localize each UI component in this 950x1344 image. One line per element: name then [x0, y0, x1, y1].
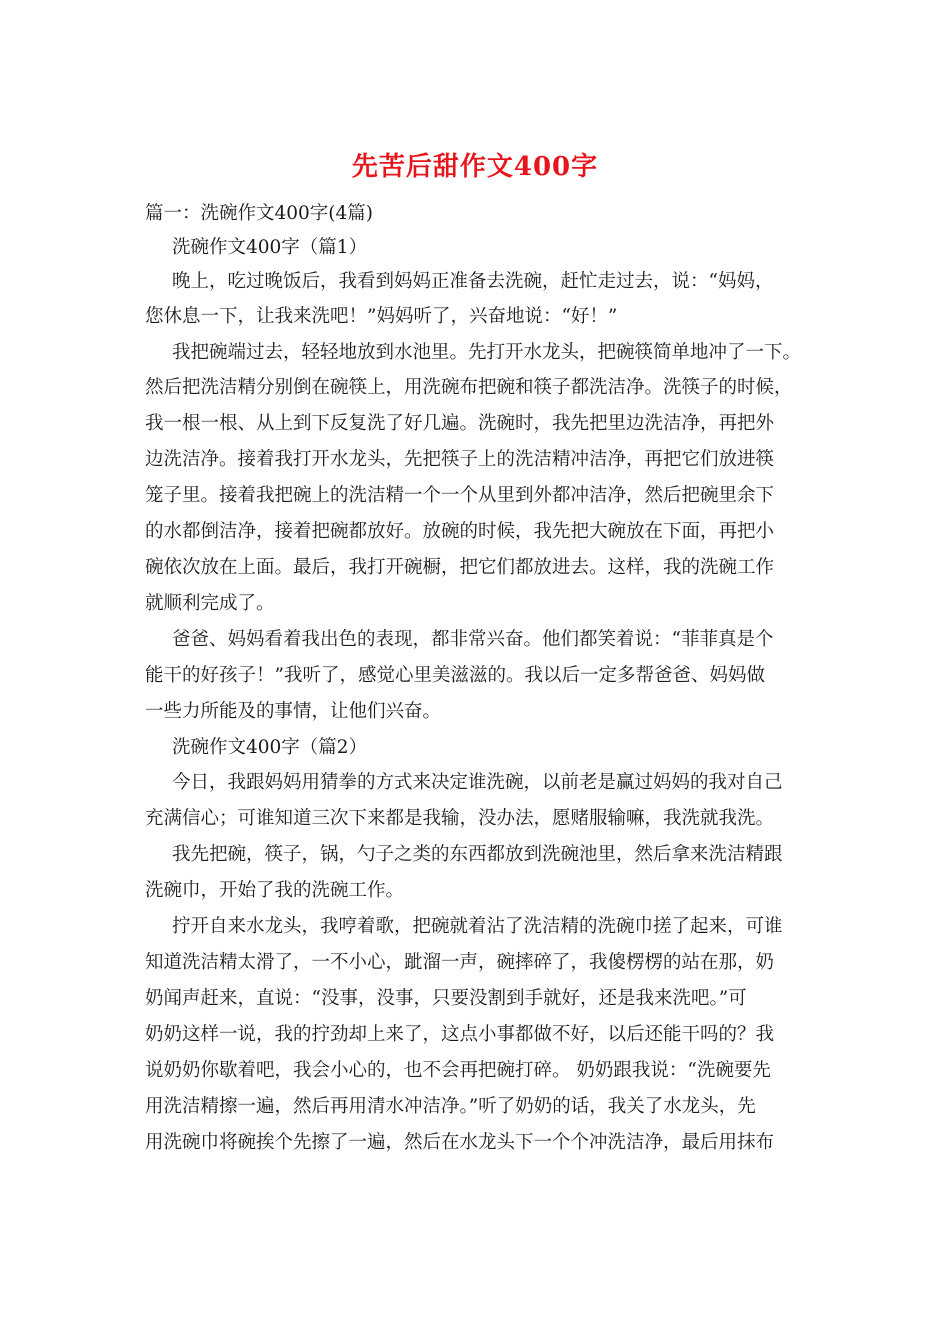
paragraph-line: 奶闻声赶来，直说：“没事，没事，只要没割到手就好，还是我来洗吧。”可	[145, 988, 747, 1009]
paragraph-line: 拧开自来水龙头，我哼着歌，把碗就着沾了洗洁精的洗碗巾搓了起来，可谁	[172, 916, 783, 937]
paragraph-line: 说奶奶你歇着吧，我会小心的，也不会再把碗打碎。 奶奶跟我说：“洗碗要先	[145, 1060, 771, 1081]
paragraph-line: 知道洗洁精太滑了，一不小心，跐溜一声，碗摔碎了，我傻楞楞的站在那，奶	[145, 952, 775, 973]
paragraph-line: 用洗洁精擦一遍，然后再用清水冲洁净。”听了奶奶的话，我关了水龙头，先	[145, 1096, 756, 1117]
paragraph-line: 晚上，吃过晚饭后，我看到妈妈正准备去洗碗，赶忙走过去，说：“妈妈，	[172, 271, 774, 292]
paragraph-line: 边洗洁净。接着我打开水龙头，先把筷子上的洗洁精冲洁净，再把它们放进筷	[145, 449, 775, 470]
document-title: 先苦后甜作文400字	[351, 152, 599, 182]
paragraph-line: 碗依次放在上面。最后，我打开碗橱，把它们都放进去。这样，我的洗碗工作	[145, 557, 775, 578]
paragraph-line: 我一根一根、从上到下反复洗了好几遍。洗碗时，我先把里边洗洁净，再把外	[145, 413, 775, 434]
paragraph-line: 一些力所能及的事情，让他们兴奋。	[145, 701, 442, 722]
essay-subheading: 洗碗作文400字（篇2）	[172, 737, 368, 758]
paragraph-line: 奶奶这样一说，我的拧劲却上来了，这点小事都做不好，以后还能干吗的？我	[145, 1024, 775, 1045]
paragraph-line: 爸爸、妈妈看着我出色的表现，都非常兴奋。他们都笑着说：“菲菲真是个	[172, 629, 774, 650]
paragraph-line: 今日，我跟妈妈用猜拳的方式来决定谁洗碗，以前老是赢过妈妈的我对自己	[172, 772, 783, 793]
paragraph-line: 您休息一下，让我来洗吧！”妈妈听了，兴奋地说：“好！”	[145, 306, 618, 327]
paragraph-line: 我把碗端过去，轻轻地放到水池里。先打开水龙头，把碗筷简单地冲了一下。	[172, 342, 802, 363]
paragraph-line: 洗碗巾，开始了我的洗碗工作。	[145, 880, 405, 901]
paragraph-line: 笼子里。接着我把碗上的洗洁精一个一个从里到外都冲洁净，然后把碗里余下	[145, 485, 775, 506]
paragraph-line: 就顺利完成了。	[145, 593, 275, 614]
paragraph-line: 充满信心；可谁知道三次下来都是我输，没办法，愿赌服输嘛，我洗就我洗。	[145, 808, 775, 829]
section-heading: 篇一：洗碗作文400字(4篇)	[145, 203, 374, 224]
paragraph-line: 然后把洗洁精分别倒在碗筷上，用洗碗布把碗和筷子都洗洁净。洗筷子的时候，	[145, 377, 793, 398]
essay-subheading: 洗碗作文400字（篇1）	[172, 237, 368, 258]
paragraph-line: 的水都倒洁净，接着把碗都放好。放碗的时候，我先把大碗放在下面，再把小	[145, 521, 775, 542]
paragraph-line: 用洗碗巾将碗挨个先擦了一遍，然后在水龙头下一个个冲洗洁净，最后用抹布	[145, 1132, 775, 1153]
paragraph-line: 能干的好孩子！”我听了，感觉心里美滋滋的。我以后一定多帮爸爸、妈妈做	[145, 665, 765, 686]
paragraph-line: 我先把碗，筷子，锅，勺子之类的东西都放到洗碗池里，然后拿来洗洁精跟	[172, 844, 783, 865]
